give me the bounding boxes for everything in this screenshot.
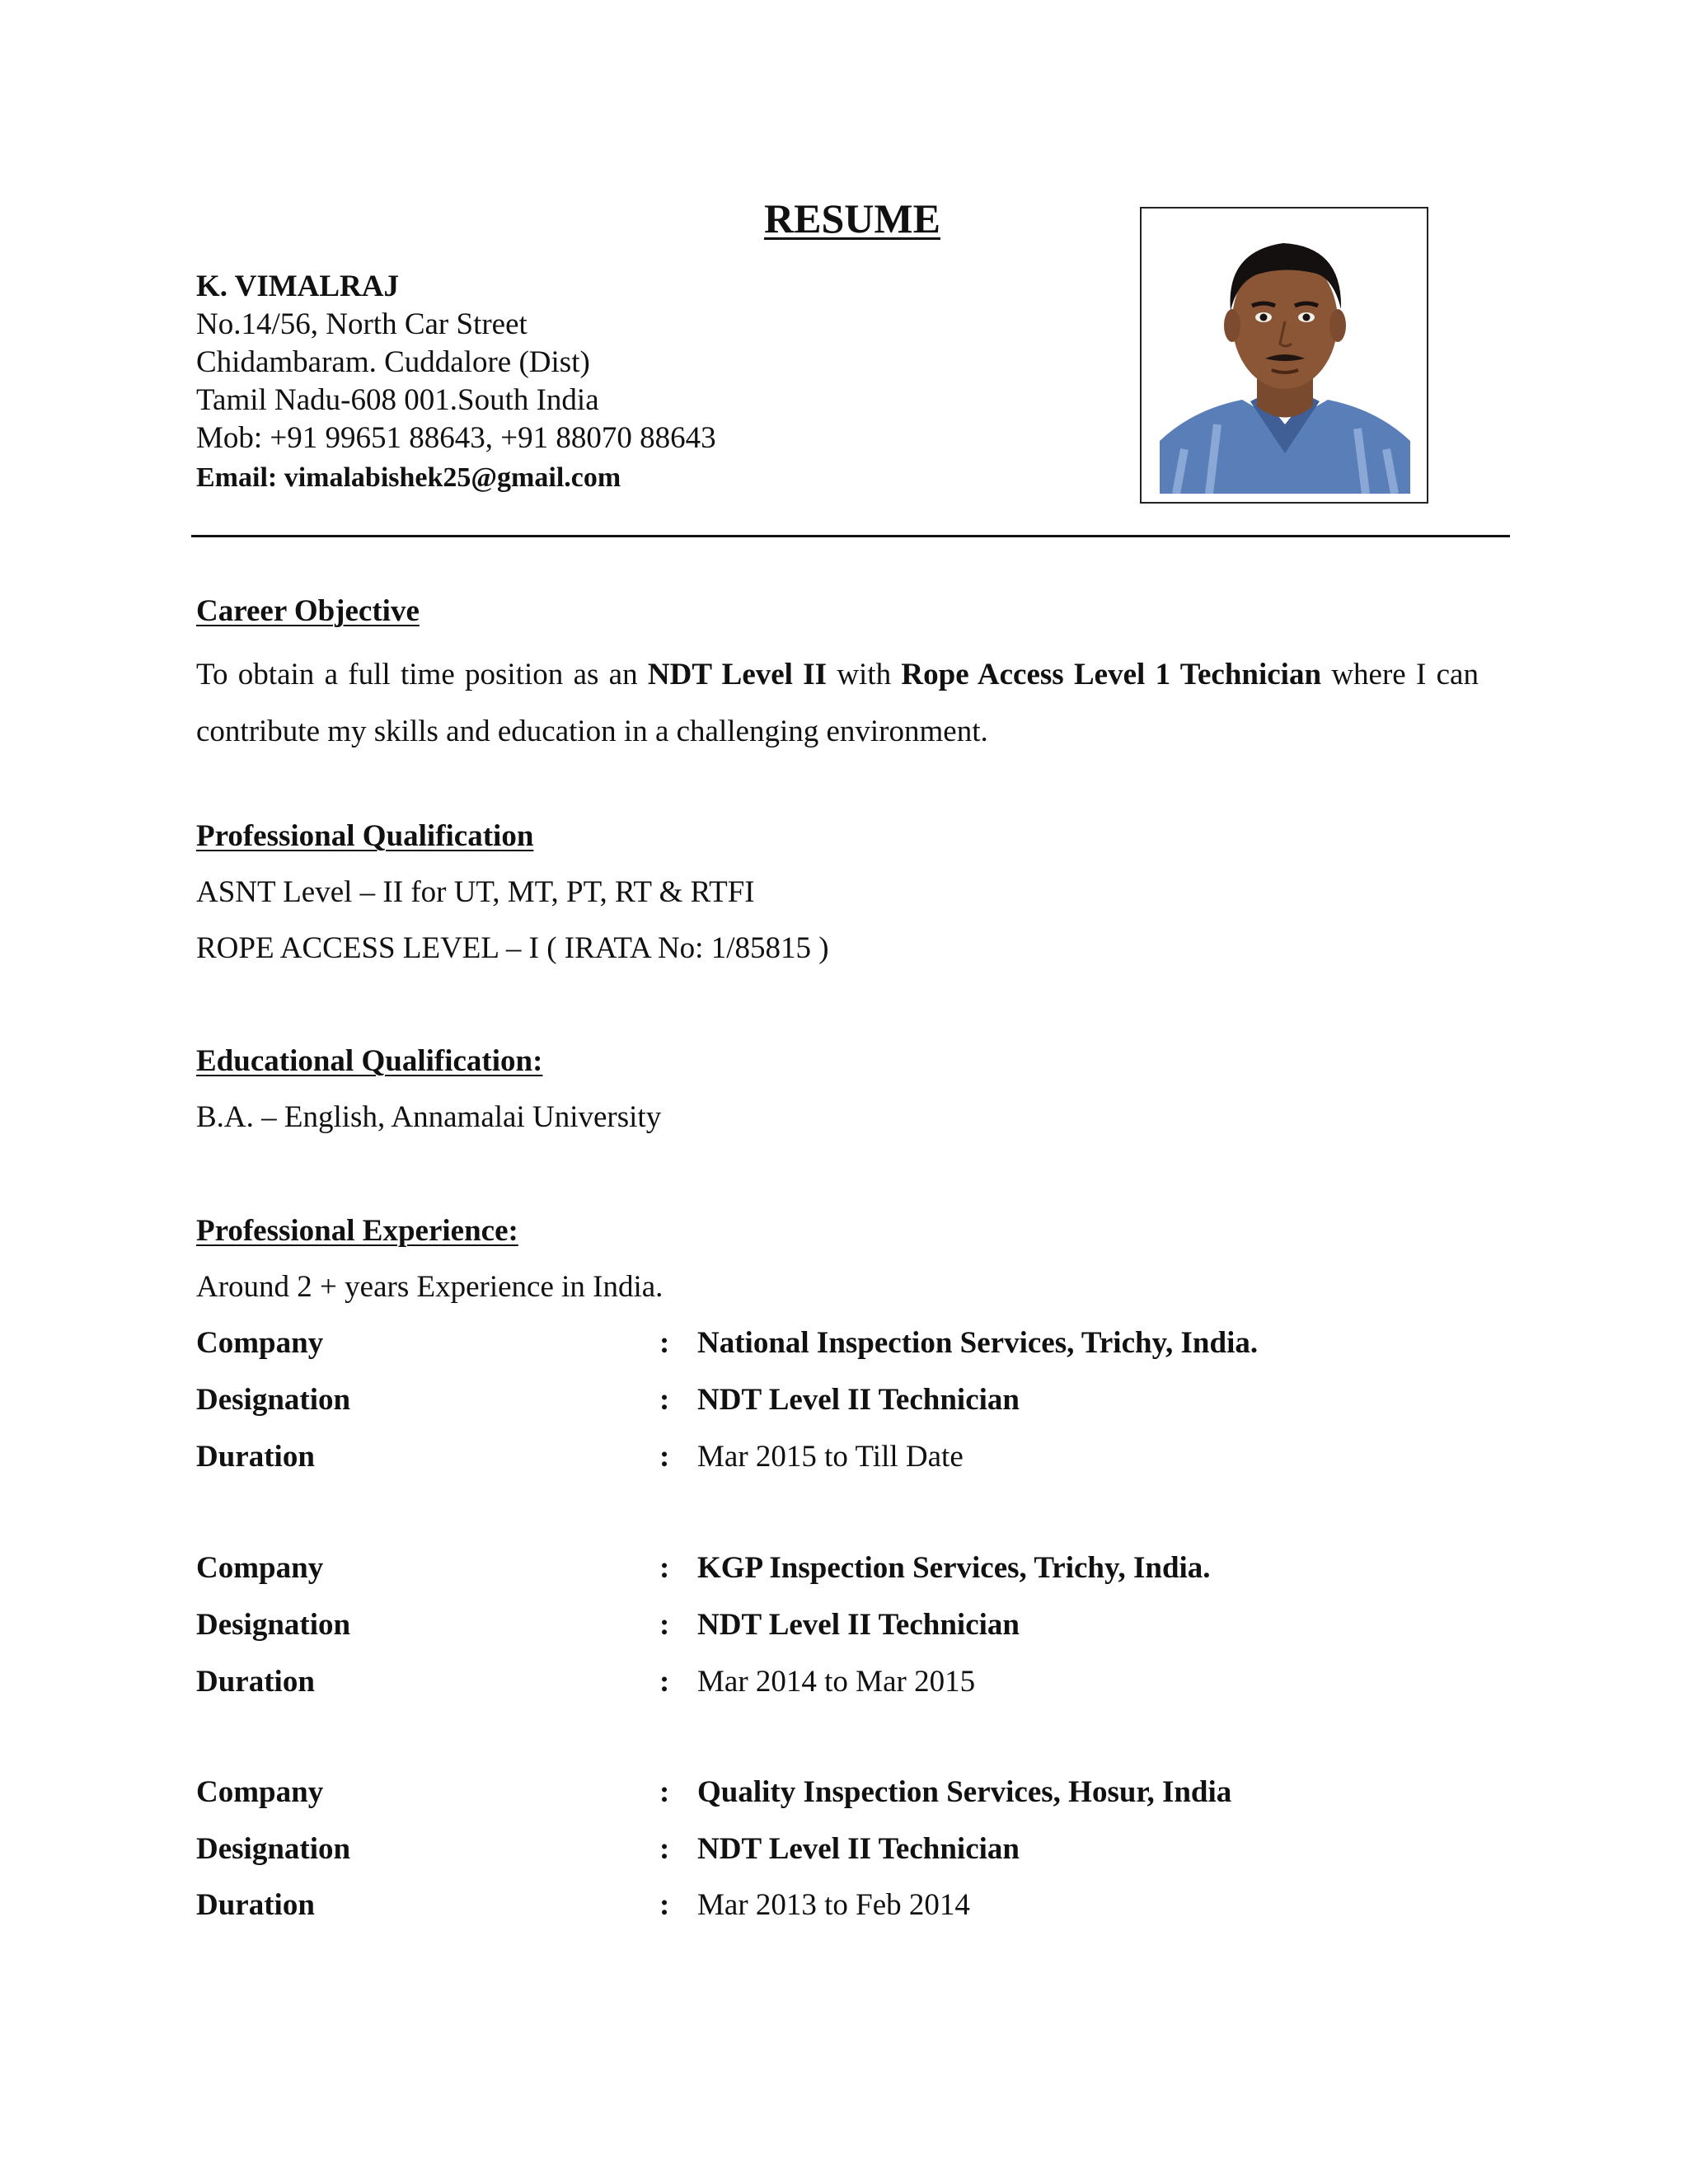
job-2-duration: Mar 2014 to Mar 2015 bbox=[697, 1665, 976, 1699]
job-2-designation: NDT Level II Technician bbox=[697, 1608, 1020, 1642]
job-3-company-row bbox=[196, 1774, 1515, 1814]
separator-colon: : bbox=[659, 1888, 670, 1922]
duration-label: Duration bbox=[196, 1440, 315, 1474]
mobile-numbers: Mob: +91 99651 88643, +91 88070 88643 bbox=[196, 421, 716, 455]
professional-qualification-heading: Professional Qualification bbox=[196, 819, 534, 853]
separator-colon: : bbox=[659, 1326, 670, 1360]
qualification-item-rope-access: ROPE ACCESS LEVEL – I ( IRATA No: 1/85815 ) bbox=[196, 931, 829, 965]
objective-bold-ndt: NDT Level II bbox=[647, 658, 828, 691]
job-1-duration: Mar 2015 to Till Date bbox=[697, 1440, 964, 1474]
address-line-3: Tamil Nadu-608 001.South India bbox=[196, 383, 599, 417]
separator-colon: : bbox=[659, 1383, 670, 1417]
job-2-company: KGP Inspection Services, Trichy, India. bbox=[697, 1551, 1211, 1585]
address-line-2: Chidambaram. Cuddalore (Dist) bbox=[196, 345, 590, 379]
company-label: Company bbox=[196, 1775, 324, 1809]
separator-colon: : bbox=[659, 1665, 670, 1699]
designation-label: Designation bbox=[196, 1383, 351, 1417]
job-1-duration-row bbox=[196, 1439, 1515, 1479]
duration-label: Duration bbox=[196, 1888, 315, 1922]
job-3-designation-row bbox=[196, 1831, 1515, 1871]
header-divider bbox=[191, 535, 1510, 537]
educational-qualification-heading: Educational Qualification: bbox=[196, 1044, 543, 1078]
separator-colon: : bbox=[659, 1832, 670, 1866]
job-1-company: National Inspection Services, Trichy, India. bbox=[697, 1326, 1259, 1360]
job-3-duration-row bbox=[196, 1887, 1515, 1927]
job-3-designation: NDT Level II Technician bbox=[697, 1832, 1020, 1866]
separator-colon: : bbox=[659, 1440, 670, 1474]
job-3-duration: Mar 2013 to Feb 2014 bbox=[697, 1888, 970, 1922]
designation-label: Designation bbox=[196, 1608, 351, 1642]
job-2-duration-row bbox=[196, 1664, 1515, 1704]
candidate-name: K. VIMALRAJ bbox=[196, 269, 399, 303]
document-title: RESUME bbox=[764, 195, 940, 241]
education-item-ba: B.A. – English, Annamalai University bbox=[196, 1100, 662, 1134]
profile-photo bbox=[1140, 207, 1428, 504]
qualification-item-asnt: ASNT Level – II for UT, MT, PT, RT & RTFI bbox=[196, 875, 755, 909]
company-label: Company bbox=[196, 1551, 324, 1585]
job-1-company-row bbox=[196, 1325, 1515, 1365]
separator-colon: : bbox=[659, 1775, 670, 1809]
job-2-company-row bbox=[196, 1550, 1515, 1590]
separator-colon: : bbox=[659, 1551, 670, 1585]
professional-experience-heading: Professional Experience: bbox=[196, 1214, 518, 1248]
experience-summary: Around 2 + years Experience in India. bbox=[196, 1270, 663, 1304]
profile-photo-icon bbox=[1160, 218, 1410, 494]
objective-text-part-1: To obtain a full time position as an bbox=[196, 658, 648, 691]
email-address: Email: vimalabishek25@gmail.com bbox=[196, 462, 621, 493]
company-label: Company bbox=[196, 1326, 324, 1360]
designation-label: Designation bbox=[196, 1832, 351, 1866]
career-objective-heading: Career Objective bbox=[196, 594, 420, 628]
objective-bold-rope-access: Rope Access Level 1 Technician bbox=[901, 658, 1322, 691]
separator-colon: : bbox=[659, 1608, 670, 1642]
job-1-designation: NDT Level II Technician bbox=[697, 1383, 1020, 1417]
objective-text-part-2: with bbox=[827, 658, 902, 691]
job-1-designation-row bbox=[196, 1382, 1515, 1422]
job-2-designation-row bbox=[196, 1607, 1515, 1647]
job-3-company: Quality Inspection Services, Hosur, India bbox=[697, 1775, 1232, 1809]
career-objective-text bbox=[196, 646, 1479, 760]
address-line-1: No.14/56, North Car Street bbox=[196, 307, 528, 341]
contact-block bbox=[196, 268, 716, 497]
objective-text-part-3: where I can contribute my skills and education in a challenging environment. bbox=[196, 658, 1479, 748]
duration-label: Duration bbox=[196, 1665, 315, 1699]
